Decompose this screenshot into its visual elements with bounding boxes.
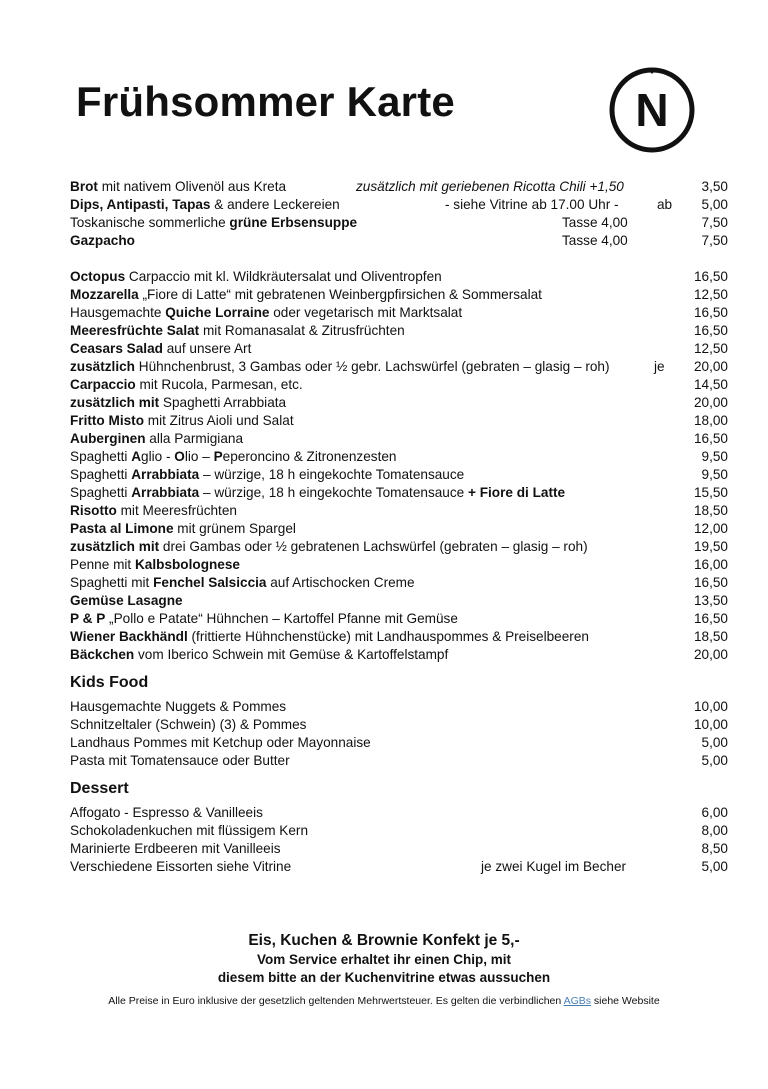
item-text: mit Zitrus Aioli und Salat: [144, 413, 294, 428]
item-name-bold: Fenchel Salsiccia: [153, 575, 267, 590]
item-price: 12,50: [693, 287, 728, 302]
item-price: 15,50: [693, 485, 728, 500]
item-text: „Fiore di Latte“ mit gebratenen Weinbergpfirsichen & Sommersalat: [138, 287, 542, 302]
menu-item-description: [70, 269, 442, 284]
item-text: oder vegetarisch mit Marktsalat: [269, 305, 463, 320]
menu-item-description: [70, 233, 135, 248]
menu-group-mains: [70, 268, 728, 664]
item-price: 9,50: [701, 449, 728, 464]
item-price: 16,50: [693, 269, 728, 284]
dessert-heading: Dessert: [70, 780, 129, 797]
item-text: mit Romanasalat & Zitrusfrüchten: [199, 323, 405, 338]
item-name-bold: zusätzlich mit: [70, 539, 160, 554]
footer-offer: Eis, Kuchen & Brownie Konfekt je 5,-: [248, 932, 520, 949]
item-extra-info: - siehe Vitrine ab 17.00 Uhr -: [445, 197, 619, 212]
menu-item: [70, 858, 728, 876]
menu-item-description: [70, 823, 308, 838]
item-text: Toskanische sommerliche: [70, 215, 230, 230]
item-price: 16,50: [693, 323, 728, 338]
item-price: 8,50: [701, 841, 728, 856]
item-name-bold: grüne Erbsensuppe: [229, 215, 358, 230]
item-price: 7,50: [701, 233, 728, 248]
menu-item-description: [70, 485, 565, 500]
menu-item: [70, 376, 728, 394]
item-price: 6,00: [701, 805, 728, 820]
item-name-bold: Kalbsbolognese: [134, 557, 240, 572]
item-text: Carpaccio mit kl. Wildkräutersalat und Oliventropfen: [125, 269, 442, 284]
menu-item-description: [70, 359, 610, 374]
item-name-bold: Arrabbiata: [131, 485, 200, 500]
item-text: Hausgemachte Nuggets & Pommes: [70, 699, 287, 714]
item-price: 12,50: [693, 341, 728, 356]
menu-item: [70, 840, 728, 858]
menu-item: [70, 466, 728, 484]
menu-item-description: [70, 735, 371, 750]
menu-item: [70, 716, 728, 734]
item-price: 5,00: [701, 753, 728, 768]
item-text: Spaghetti Arrabbiata: [159, 395, 287, 410]
menu-item-description: [70, 341, 251, 356]
menu-item-description: [70, 717, 306, 732]
item-text: Verschiedene Eissorten siehe Vitrine: [70, 859, 292, 874]
item-name-bold: O: [174, 449, 185, 464]
item-price: 10,00: [693, 699, 728, 714]
item-text: Affogato - Espresso & Vanilleeis: [70, 805, 263, 820]
item-name-bold: Wiener Backhändl: [70, 629, 188, 644]
item-price: 16,00: [693, 557, 728, 572]
logo-letter: N: [635, 84, 669, 136]
menu-list: [70, 178, 728, 876]
item-text: Landhaus Pommes mit Ketchup oder Mayonnaise: [70, 735, 371, 750]
item-qualifier: ab: [657, 197, 673, 212]
menu-item-description: [70, 467, 464, 482]
menu-item-description: [70, 395, 286, 410]
menu-item: [70, 358, 728, 376]
item-price: 16,50: [693, 431, 728, 446]
item-name-bold: Gazpacho: [70, 233, 135, 248]
menu-item-description: [70, 413, 294, 428]
item-name-bold: Octopus: [70, 269, 126, 284]
item-name-bold: Carpaccio: [70, 377, 136, 392]
menu-group-kids: [70, 698, 728, 770]
item-text: Spaghetti: [70, 449, 132, 464]
menu-group-starters: [70, 178, 728, 250]
menu-item: [70, 304, 728, 322]
item-text: mit nativem Olivenöl aus Kreta: [97, 179, 287, 194]
item-name-bold: P: [213, 449, 223, 464]
menu-item: [70, 232, 728, 250]
item-name-bold: Bäckchen: [70, 647, 135, 662]
item-text: Spaghetti: [70, 467, 132, 482]
item-price: 19,50: [693, 539, 728, 554]
item-price: 18,00: [693, 413, 728, 428]
menu-item: [70, 448, 728, 466]
item-text: Penne mit: [70, 557, 135, 572]
item-name-bold: Meeresfrüchte Salat: [70, 323, 200, 338]
menu-item-description: [70, 305, 462, 320]
item-price: 16,50: [693, 575, 728, 590]
legal-notice: [0, 995, 768, 1007]
item-price: 20,00: [693, 395, 728, 410]
item-text: Marinierte Erdbeeren mit Vanilleeis: [70, 841, 281, 856]
legal-text: Alle Preise in Euro inklusive der gesetzlich geltenden Mehrwertsteuer. Es gelten die verbindlichen: [108, 995, 564, 1007]
menu-item-description: [70, 179, 286, 194]
menu-item-description: [70, 753, 290, 768]
item-price: 3,50: [701, 179, 728, 194]
item-text: Spaghetti: [70, 485, 132, 500]
menu-item: [70, 556, 728, 574]
menu-item: [70, 340, 728, 358]
item-price: 8,00: [701, 823, 728, 838]
menu-item-description: [70, 557, 240, 572]
item-text: Schnitzeltaler (Schwein) (3) & Pommes: [70, 717, 307, 732]
item-text: Schokoladenkuchen mit flüssigem Kern: [70, 823, 309, 838]
menu-item-description: [70, 431, 243, 446]
item-text: – würzige, 18 h eingekochte Tomatensauce: [199, 467, 465, 482]
menu-item-description: [70, 859, 291, 874]
item-text: lio –: [184, 449, 214, 464]
item-extra-info: Tasse 4,00: [562, 233, 628, 248]
item-name-bold: Auberginen: [70, 431, 146, 446]
item-text: Spaghetti mit: [70, 575, 154, 590]
menu-group-dessert: [70, 804, 728, 876]
menu-item-description: [70, 539, 588, 554]
menu-item: [70, 178, 728, 196]
item-price: 12,00: [693, 521, 728, 536]
menu-item: [70, 412, 728, 430]
item-text: auf unsere Art: [162, 341, 252, 356]
item-name-bold: Arrabbiata: [131, 467, 200, 482]
item-name-bold: P & P: [70, 611, 106, 626]
item-price: 20,00: [693, 647, 728, 662]
item-name-bold: Mozzarella: [70, 287, 139, 302]
item-text: alla Parmigiana: [145, 431, 244, 446]
menu-item: [70, 646, 728, 664]
item-name-bold: Brot: [70, 179, 98, 194]
item-text: & andere Leckereien: [210, 197, 340, 212]
item-name-bold: A: [131, 449, 142, 464]
item-price: 5,00: [701, 859, 728, 874]
menu-item: [70, 268, 728, 286]
item-price: 20,00: [693, 359, 728, 374]
item-text: Hühnchenbrust, 3 Gambas oder ½ gebr. Lachswürfel (gebraten – glasig – roh): [134, 359, 610, 374]
item-price: 18,50: [693, 629, 728, 644]
item-name-bold: Gemüse Lasagne: [70, 593, 183, 608]
item-price: 10,00: [693, 717, 728, 732]
item-price: 7,50: [701, 215, 728, 230]
menu-item: [70, 430, 728, 448]
item-text: „Pollo e Patate“ Hühnchen – Kartoffel Pfanne mit Gemüse: [105, 611, 458, 626]
menu-item-description: [70, 503, 237, 518]
item-note: zusätzlich mit geriebenen Ricotta Chili +1,50: [356, 179, 624, 194]
menu-item-description: [70, 323, 405, 338]
menu-item-description: [70, 593, 183, 608]
item-text: eperoncino & Zitronenzesten: [222, 449, 397, 464]
menu-item: [70, 322, 728, 340]
item-extra-info: Tasse 4,00: [562, 215, 628, 230]
item-text: (frittierte Hühnchenstücke) mit Landhauspommes & Preiselbeeren: [187, 629, 589, 644]
footer-chip-info: Vom Service erhaltet ihr einen Chip, mit: [256, 952, 512, 967]
menu-item: [70, 752, 728, 770]
menu-item-description: [70, 215, 357, 230]
menu-item-description: [70, 575, 415, 590]
item-text: mit Rucola, Parmesan, etc.: [135, 377, 303, 392]
menu-item-description: [70, 377, 303, 392]
menu-item-description: [70, 629, 589, 644]
item-name-bold: + Fiore di Latte: [468, 485, 566, 500]
footer-chip-info-2: diesem bitte an der Kuchenvitrine etwas aussuchen: [217, 970, 551, 985]
menu-item-description: [70, 699, 286, 714]
item-price: 14,50: [693, 377, 728, 392]
restaurant-logo: [606, 64, 698, 156]
menu-item: [70, 698, 728, 716]
item-price: 5,00: [701, 197, 728, 212]
item-text: Hausgemachte: [70, 305, 166, 320]
menu-item: [70, 214, 728, 232]
menu-item-description: [70, 611, 458, 626]
menu-item: [70, 502, 728, 520]
menu-item-description: [70, 449, 396, 464]
item-extra-info: je zwei Kugel im Becher: [481, 859, 627, 874]
item-qualifier: je: [654, 359, 665, 374]
menu-item: [70, 574, 728, 592]
item-price: 13,50: [693, 593, 728, 608]
menu-item: [70, 286, 728, 304]
menu-item: [70, 484, 728, 502]
item-price: 9,50: [701, 467, 728, 482]
menu-item-description: [70, 805, 263, 820]
menu-item: [70, 734, 728, 752]
menu-item: [70, 520, 728, 538]
item-price: 16,50: [693, 611, 728, 626]
item-price: 18,50: [693, 503, 728, 518]
item-name-bold: Quiche Lorraine: [165, 305, 270, 320]
item-name-bold: Fritto Misto: [70, 413, 144, 428]
item-name-bold: Pasta al Limone: [70, 521, 174, 536]
menu-item: [70, 394, 728, 412]
menu-item: [70, 628, 728, 646]
menu-item-description: [70, 287, 542, 302]
menu-item: [70, 538, 728, 556]
page-title: Frühsommer Karte: [76, 78, 455, 125]
menu-item: [70, 592, 728, 610]
item-text: mit Meeresfrüchten: [116, 503, 237, 518]
item-name-bold: Dips, Antipasti, Tapas: [70, 197, 211, 212]
item-name-bold: Ceasars Salad: [70, 341, 163, 356]
item-text: vom Iberico Schwein mit Gemüse & Kartoffelstampf: [134, 647, 449, 662]
menu-item-description: [70, 647, 448, 662]
item-text: Pasta mit Tomatensauce oder Butter: [70, 753, 290, 768]
item-text: auf Artischocken Creme: [266, 575, 415, 590]
menu-item-description: [70, 197, 340, 212]
kids-heading: Kids Food: [70, 674, 149, 691]
menu-item-description: [70, 841, 281, 856]
item-name-bold: Risotto: [70, 503, 117, 518]
agb-link[interactable]: AGBs: [563, 995, 591, 1007]
menu-item: [70, 804, 728, 822]
item-text: – würzige, 18 h eingekochte Tomatensauce: [199, 485, 468, 500]
menu-item-description: [70, 521, 296, 536]
item-price: 16,50: [693, 305, 728, 320]
item-name-bold: zusätzlich mit: [70, 395, 160, 410]
item-text: glio -: [141, 449, 175, 464]
legal-text-end: siehe Website: [591, 995, 660, 1007]
item-name-bold: zusätzlich: [70, 359, 135, 374]
item-text: drei Gambas oder ½ gebratenen Lachswürfel (gebraten – glasig – roh): [159, 539, 588, 554]
menu-item: [70, 196, 728, 214]
item-price: 5,00: [701, 735, 728, 750]
item-text: mit grünem Spargel: [173, 521, 296, 536]
menu-item: [70, 822, 728, 840]
menu-item: [70, 610, 728, 628]
